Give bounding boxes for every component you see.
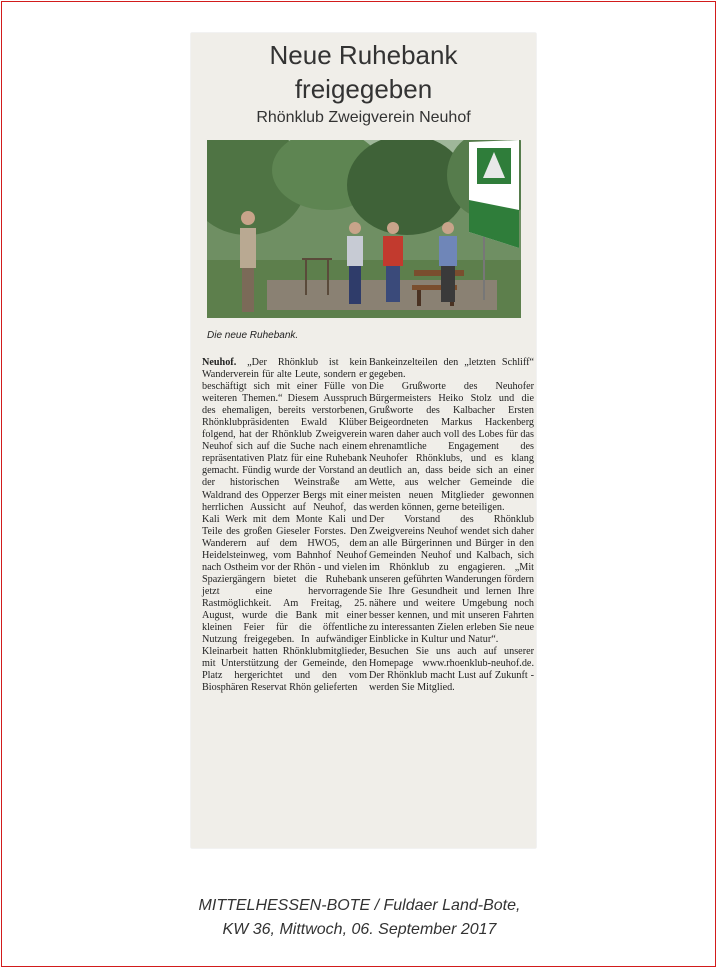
article-paragraph: Die Grußworte des Neuhofer Bürgermeisters Heiko Stolz und die Grußworte des Kalbacher Ersten Beigeordneten Markus Hackenberg waren daher auch voll des Lobes für das ehrenamtliche Engagement des Neuhofer Rhönklubs, und es klang deutlich an, dass beide sich an einer Wette, aus welcher Gemeinde die meisten neuen Mitglieder gewonnen werden können, gerne beteiligen. [369, 381, 534, 513]
article-paragraph: Bankeinzelteilen den „letzten Schliff“ gegeben. [369, 357, 534, 381]
article-paragraph: Besuchen Sie uns auch auf unserer Homepage www.rhoenklub-neuhof.de. Der Rhönklub macht Lust auf Zukunft - werden Sie Mitglied. [369, 646, 534, 694]
article-dateline: Neuhof. [202, 357, 237, 368]
headline-line-2: freigegeben [294, 74, 433, 104]
article-paragraph: Der Vorstand des Rhönklub Zweigvereins Neuhof wendet sich daher an alle Bürgerinnen und Bürger in den Gemeinden Neuhof und Kalbach, sich im Rhönklub zu engagieren. „Mit unseren geführten Wanderungen fördern Sie Ihre Gesundheit und lernen Ihre nähere und weitere Umgebung noch besser kennen, und mit unseren Fahrten zu interessanten Zielen erleben Sie neue Einblicke in Kultur und Natur“. [369, 513, 534, 646]
article-column-2 [369, 357, 534, 694]
photo-caption: Die neue Ruhebank. [207, 330, 299, 341]
headline-line-1: Neue Ruhebank [269, 40, 458, 70]
source-date: KW 36, Mittwoch, 06. September 2017 [222, 921, 497, 938]
article-body-text: „Der Rhönklub ist kein Wanderverein für alte Leute, sondern er beschäftigt sich mit einer Fülle von weiteren Themen.“ Diesem Ausspruch des ehemaligen, bereits verstorbenen, Rhönklubpräsidenten Ewald Klüber folgend, hat der Rhönklub Zweigverein Neuhof sich auf die Suche nach einem repräsentativen Platz für eine Ruhebank gemacht. Fündig wurde der Vorstand an der historischen Weinstraße am Waldrand des Opperzer Bergs mit einer herrlichen Aussicht auf Neuhof, das Kali Werk mit dem Monte Kali und Teile des großen Gieseler Forstes. Den Wanderern auf dem HWO5, dem Heidelsteinweg, vom Bahnhof Neuhof nach Ostheim vor der Rhön - und vielen Spaziergängern bietet die Ruhebank jetzt eine hervorragende Rastmöglichkeit. Am Freitag, 25. August, wurde die Bank mit einer kleinen Feier für die öffentliche Nutzung freigegeben. In aufwändiger Kleinarbeit hatten Rhönklubmitglieder, mit Unterstützung der Gemeinde, den Platz hergerichtet und den vom Biosphären Reservat Rhön gelieferten [202, 357, 367, 694]
article-column-1 [202, 357, 367, 694]
source-publication: MITTELHESSEN-BOTE / Fuldaer Land-Bote, [198, 897, 521, 914]
subheadline: Rhönklub Zweigverein Neuhof [256, 109, 471, 126]
newspaper-clipping [191, 33, 536, 848]
bench-photo [207, 140, 521, 318]
